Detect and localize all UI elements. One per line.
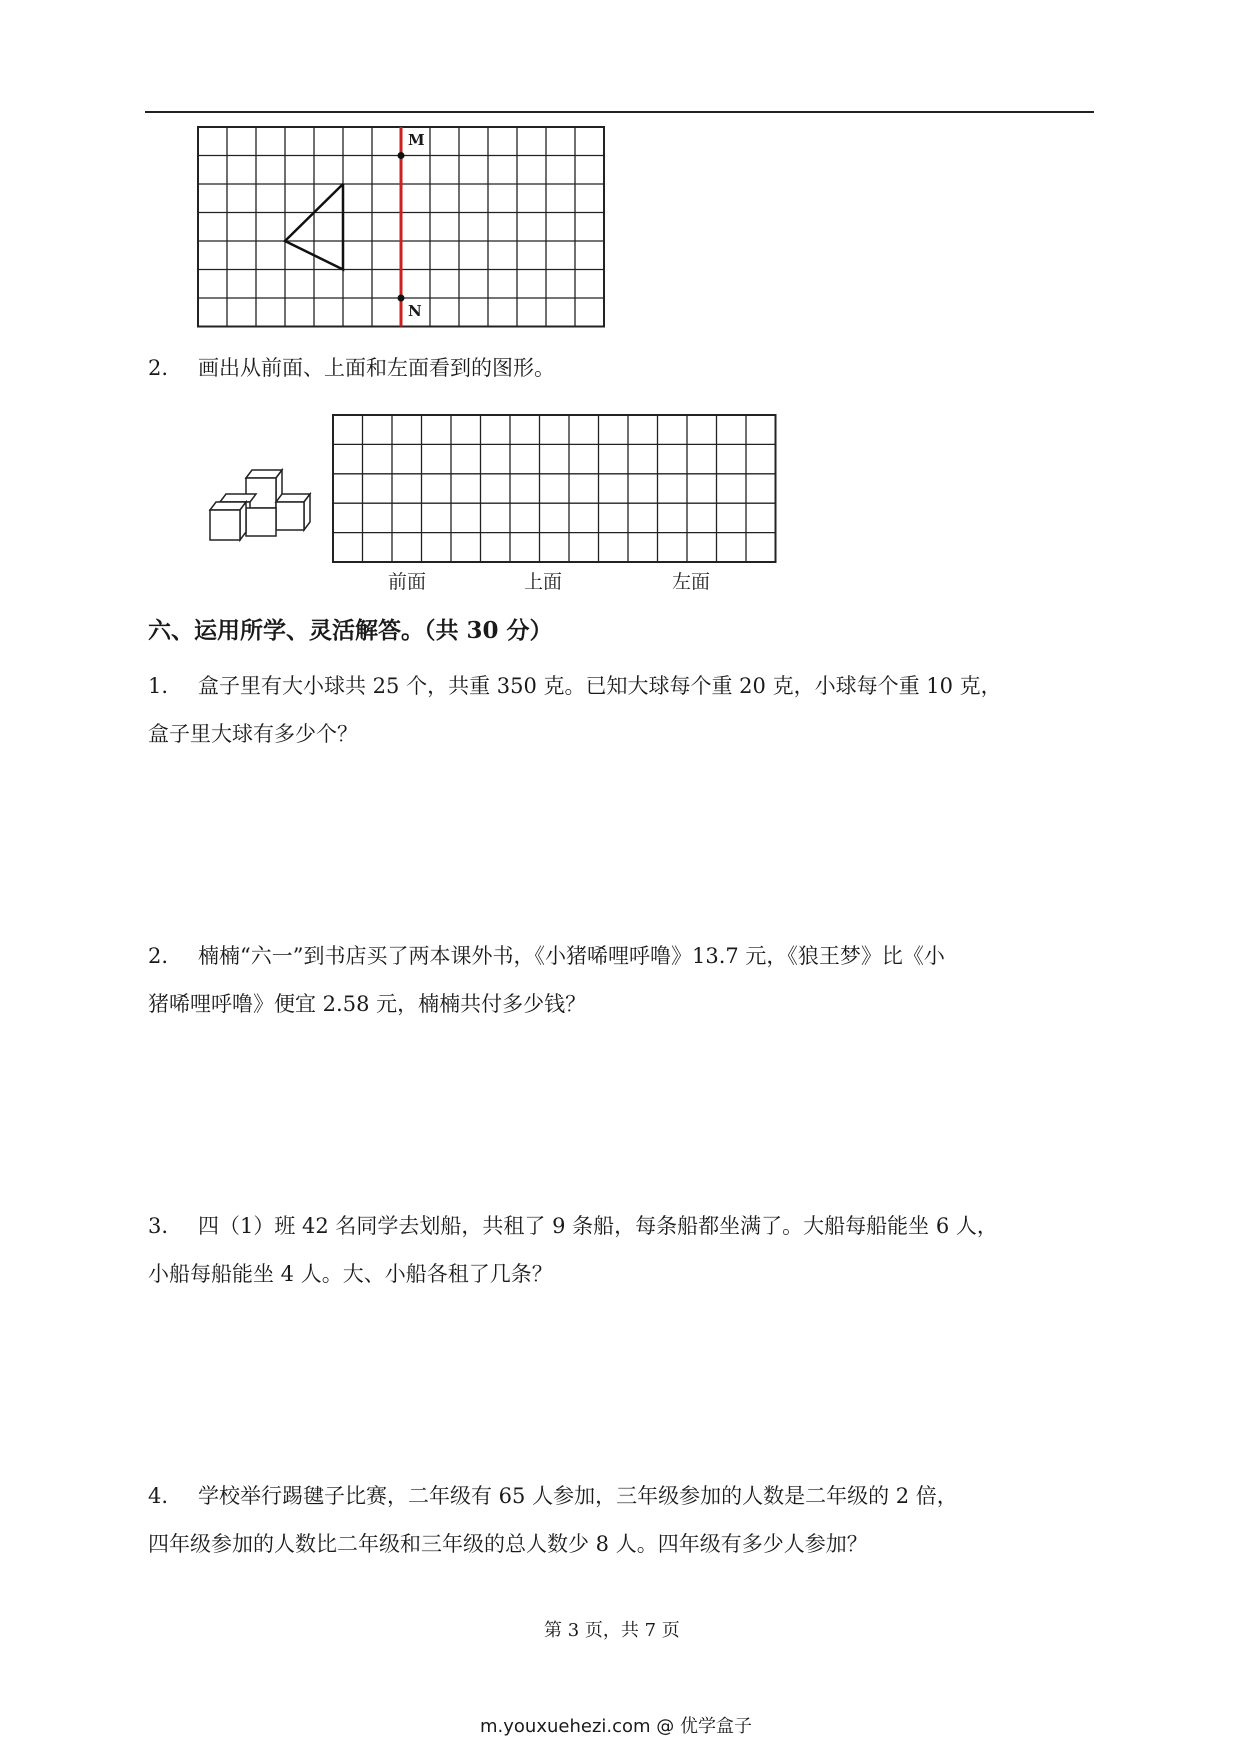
website-watermark: m.youxuehezi.com @ 优学盒子 [480, 1716, 753, 1737]
point-n-label: N [408, 302, 422, 320]
q2-number: 2. [148, 356, 169, 380]
problem-2-line2: 猪唏哩呼噜》便宜 2.58 元，楠楠共付多少钱？ [148, 992, 587, 1016]
symmetry-grid-border [198, 127, 604, 327]
problem-4-line1: 学校举行踢毽子比赛，二年级有 65 人参加，三年级参加的人数是二年级的 2 倍， [198, 1484, 958, 1508]
point-m-label: M [408, 131, 425, 149]
section-six-heading: 六、运用所学、灵活解答。（共 30 分） [148, 617, 553, 644]
q2-text: 画出从前面、上面和左面看到的图形。 [198, 356, 555, 380]
cube-front-left [210, 502, 246, 540]
problem-2-number: 2. [148, 944, 169, 968]
problem-4-number: 4. [148, 1484, 169, 1508]
symmetry-grid-lines [198, 127, 604, 327]
point-n-dot [398, 295, 405, 302]
problem-3-line2: 小船每船能坐 4 人。大、小船各租了几条？ [148, 1262, 553, 1286]
label-top: 上面 [524, 571, 563, 593]
page-number: 第 3 页，共 7 页 [544, 1620, 680, 1641]
cube-middle [246, 508, 276, 536]
cube-right [276, 494, 310, 530]
label-left: 左面 [672, 571, 711, 593]
triangle-shape [285, 184, 343, 270]
cube-top [246, 470, 282, 508]
views-grid-border [333, 415, 776, 562]
point-m-dot [398, 152, 405, 159]
problem-4-line2: 四年级参加的人数比二年级和三年级的总人数少 8 人。四年级有多少人参加？ [148, 1532, 868, 1556]
problem-1-line2: 盒子里大球有多少个？ [148, 722, 358, 746]
problem-3-line1: 四（1）班 42 名同学去划船，共租了 9 条船，每条船都坐满了。大船每船能坐 6 人， [198, 1214, 998, 1238]
problem-1-line1: 盒子里有大小球共 25 个，共重 350 克。已知大球每个重 20 克，小球每个重 10 克， [198, 674, 1002, 698]
header-rule [145, 111, 1094, 113]
cube-back-left [220, 494, 256, 532]
problem-3-number: 3. [148, 1214, 169, 1238]
problem-2-line1: 楠楠“六一”到书店买了两本课外书，《小猪唏哩呼噜》13.7 元，《狼王梦》比《小 [198, 944, 945, 968]
label-front: 前面 [388, 571, 427, 593]
views-grid-lines [333, 415, 776, 562]
problem-1-number: 1. [148, 674, 169, 698]
